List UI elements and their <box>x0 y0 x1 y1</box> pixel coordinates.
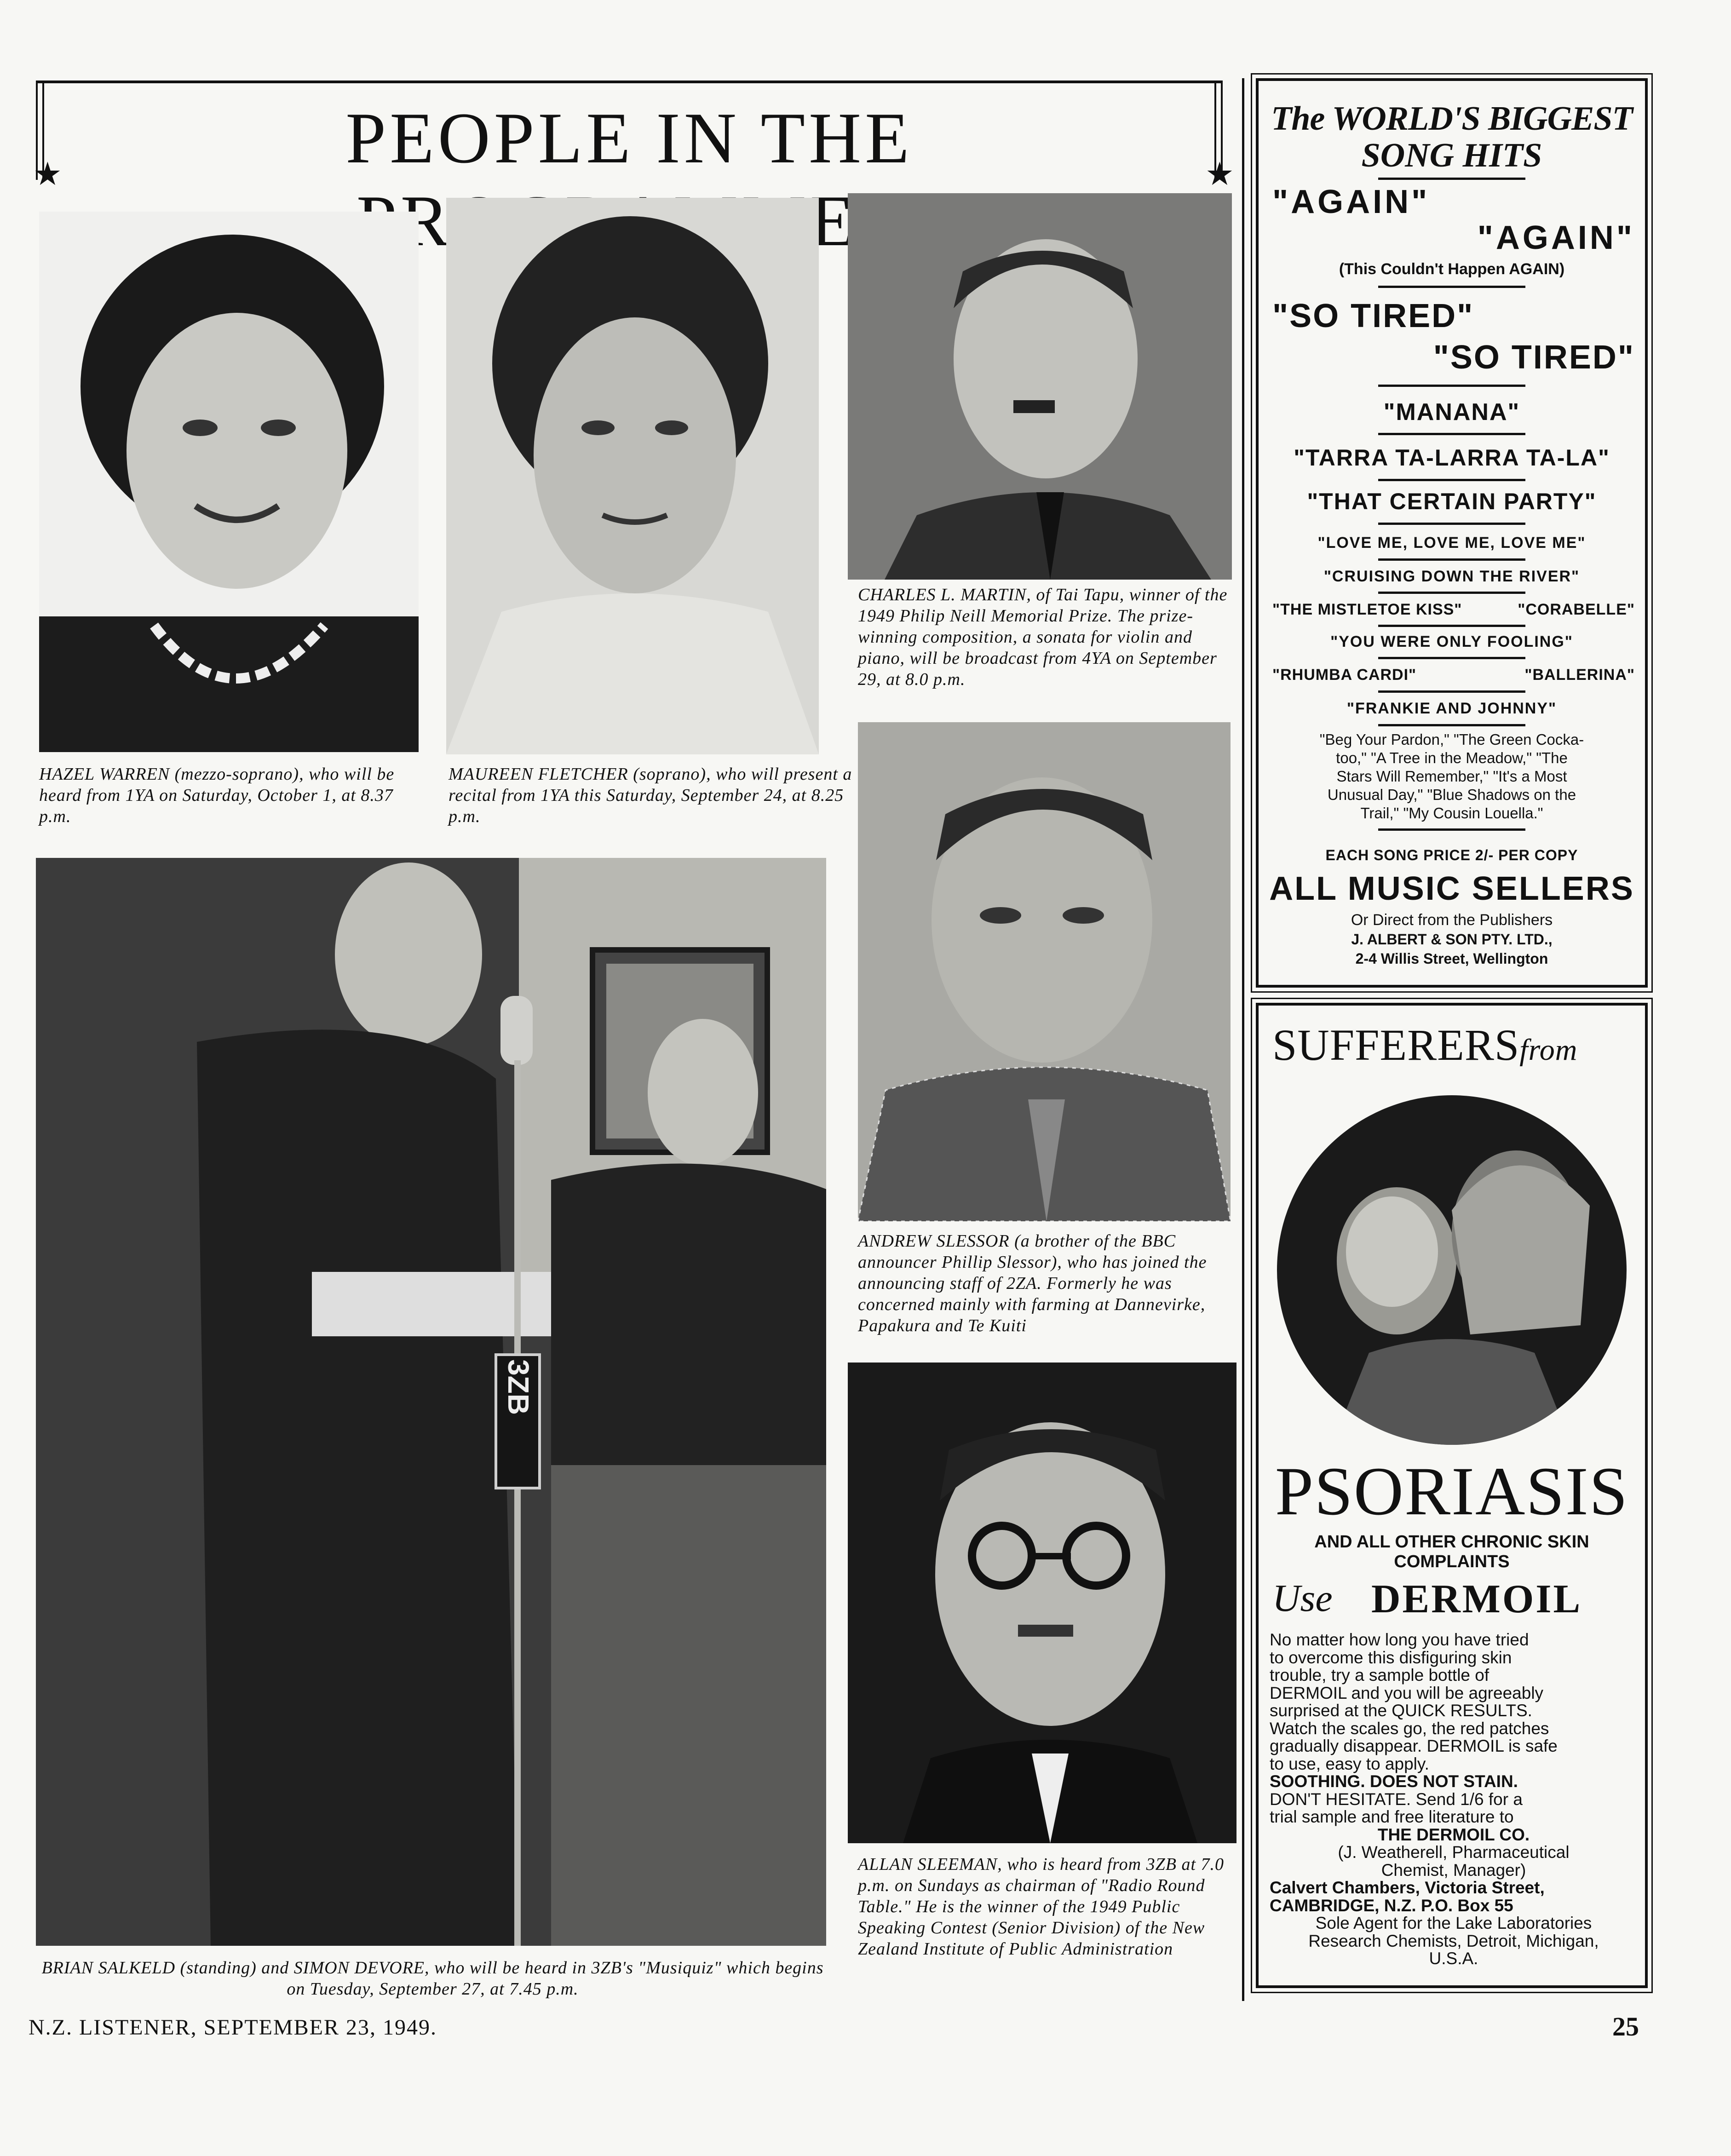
divider <box>1378 433 1525 435</box>
song-hits-ad <box>1256 78 1648 988</box>
dermoil-use: Use <box>1272 1577 1333 1620</box>
divider <box>1378 690 1525 693</box>
song-ad-price: EACH SONG PRICE 2/- PER COPY <box>1325 847 1578 863</box>
song-ad-heading-2: SONG HITS <box>1361 137 1542 174</box>
song-so-tired-2: "SO TIRED" <box>1433 339 1635 376</box>
dermoil-body-line: to use, easy to apply. <box>1270 1754 1429 1773</box>
song-ad-heading: The WORLD'S BIGGEST <box>1271 100 1633 138</box>
song-frankie: "FRANKIE AND JOHNNY" <box>1346 700 1557 717</box>
song-ad-publisher: J. ALBERT & SON PTY. LTD., <box>1351 931 1553 948</box>
dermoil-body-line: Chemist, Manager) <box>1381 1860 1526 1880</box>
song-fooling: "YOU WERE ONLY FOOLING" <box>1330 633 1573 650</box>
caption-hazel-warren: HAZEL WARREN (mezzo-soprano), who will be heard from 1YA on Saturday, October 1, at 8.37 p.m. <box>39 765 395 826</box>
song-ad-address: 2-4 Willis Street, Wellington <box>1355 950 1548 967</box>
dermoil-body-line: surprised at the QUICK RESULTS. <box>1270 1701 1532 1720</box>
divider <box>1378 286 1525 288</box>
masthead <box>36 80 1223 184</box>
song-tarra: "TARRA TA-LARRA TA-LA" <box>1294 445 1610 471</box>
dermoil-body-line: Calvert Chambers, Victoria Street, <box>1270 1878 1545 1897</box>
song-ad-direct: Or Direct from the Publishers <box>1351 911 1553 929</box>
dermoil-body-line: gradually disappear. DERMOIL is safe <box>1270 1736 1558 1755</box>
song-others-3: Stars Will Remember," "It's a Most <box>1336 768 1567 785</box>
song-rhumba: "RHUMBA CARDI" <box>1272 666 1417 684</box>
song-others-5: Trail," "My Cousin Louella." <box>1360 805 1543 822</box>
divider <box>1378 592 1525 594</box>
dermoil-sufferers-text: SUFFERERS <box>1272 1020 1520 1069</box>
song-corabelle: "CORABELLE" <box>1518 601 1635 618</box>
star-icon: ★ <box>33 157 62 192</box>
dermoil-body-line: THE DERMOIL CO. <box>1377 1825 1530 1844</box>
song-love-me: "LOVE ME, LOVE ME, LOVE ME" <box>1317 534 1586 552</box>
divider <box>1378 828 1525 831</box>
song-again-subtitle: (This Couldn't Happen AGAIN) <box>1339 260 1565 278</box>
page-title: PEOPLE IN THE <box>345 98 913 178</box>
divider <box>1378 657 1525 659</box>
dermoil-from-text: from <box>1519 1033 1578 1067</box>
divider <box>1378 385 1525 387</box>
divider <box>1378 523 1525 525</box>
dermoil-body-line: trouble, try a sample bottle of <box>1270 1666 1489 1685</box>
song-mistletoe: "THE MISTLETOE KISS" <box>1272 601 1462 618</box>
dermoil-body-line: to overcome this disfiguring skin <box>1270 1648 1512 1667</box>
dermoil-body-line: Watch the scales go, the red patches <box>1270 1719 1549 1738</box>
mic-label: 3ZB <box>502 1359 535 1415</box>
photo-charles-martin <box>848 193 1232 580</box>
dermoil-complaints-2: COMPLAINTS <box>1394 1552 1510 1571</box>
song-manana: "MANANA" <box>1383 399 1520 425</box>
photo-brian-salkeld-simon-devore <box>36 858 826 1946</box>
dermoil-body-line: DERMOIL and you will be agreeably <box>1270 1683 1544 1702</box>
dermoil-body-line: Sole Agent for the Lake Laboratories <box>1315 1914 1592 1932</box>
song-certain-party: "THAT CERTAIN PARTY" <box>1307 489 1597 514</box>
caption-andrew-slessor: ANDREW SLESSOR (a brother of the BBC announcer Phillip Slessor), who has joined the announcing staff of 2ZA. Formerly he was concerned mainly with farming at Dannevirke, Papakura and Te Kuiti <box>858 1231 1207 1335</box>
song-so-tired: "SO TIRED" <box>1272 298 1474 334</box>
divider <box>1378 178 1525 180</box>
photo-hazel-warren <box>39 212 419 752</box>
caption-brian-salkeld: BRIAN SALKELD (standing) and SIMON DEVORE, who will be heard in 3ZB's "Musiquiz" which begins on Tuesday, September 27, at 7.45 p.m. <box>41 1958 824 1999</box>
dermoil-ad <box>1256 1003 1648 1988</box>
photo-andrew-slessor <box>858 722 1231 1221</box>
song-others-2: too," "A Tree in the Meadow," "The <box>1336 749 1568 766</box>
dermoil-body-line: SOOTHING. DOES NOT STAIN. <box>1270 1772 1518 1791</box>
dermoil-body-line: Research Chemists, Detroit, Michigan, <box>1308 1931 1599 1950</box>
divider <box>1378 724 1525 726</box>
page-number: 25 <box>1612 2012 1639 2041</box>
caption-maureen-fletcher: MAUREEN FLETCHER (soprano), who will present a recital from 1YA this Saturday, September 24, at 8.25 p.m. <box>449 765 852 826</box>
divider <box>1378 479 1525 481</box>
column-rule <box>1242 78 1244 2001</box>
song-again: "AGAIN" <box>1272 184 1430 220</box>
divider <box>1378 558 1525 561</box>
footer-publication: N.Z. LISTENER, SEPTEMBER 23, 1949. <box>29 2015 437 2040</box>
dermoil-body-line: DON'T HESITATE. Send 1/6 for a <box>1270 1789 1523 1809</box>
song-ballerina: "BALLERINA" <box>1524 666 1635 684</box>
dermoil-psoriasis: PSORIASIS <box>1275 1453 1629 1529</box>
dermoil-brand: DERMOIL <box>1371 1577 1582 1621</box>
divider <box>1378 625 1525 627</box>
song-ad-sellers: ALL MUSIC SELLERS <box>1269 870 1634 907</box>
star-icon: ★ <box>1205 157 1234 192</box>
dermoil-body-line: trial sample and free literature to <box>1270 1807 1514 1826</box>
song-others-4: Unusual Day," "Blue Shadows on the <box>1327 786 1576 803</box>
dermoil-illustration <box>1277 1095 1627 1445</box>
dermoil-body <box>1270 1631 1638 1968</box>
photo-maureen-fletcher <box>446 198 819 754</box>
song-again-2: "AGAIN" <box>1477 219 1635 256</box>
photo-allan-sleeman <box>848 1363 1236 1843</box>
dermoil-body-line: No matter how long you have tried <box>1270 1630 1529 1649</box>
song-others-1: "Beg Your Pardon," "The Green Cocka- <box>1319 731 1584 748</box>
song-cruising: "CRUISING DOWN THE RIVER" <box>1323 568 1580 585</box>
dermoil-body-line: (J. Weatherell, Pharmaceutical <box>1338 1843 1570 1862</box>
dermoil-body-line: U.S.A. <box>1429 1949 1478 1968</box>
dermoil-body-line: CAMBRIDGE, N.Z. P.O. Box 55 <box>1270 1896 1513 1915</box>
caption-allan-sleeman: ALLAN SLEEMAN, who is heard from 3ZB at 7.0 p.m. on Sundays as chairman of "Radio Round Table." He is the winner of the 1949 Public Speaking Contest (Senior Division) of the New Zealand Institute of Public Administration <box>858 1855 1225 1959</box>
caption-charles-martin: CHARLES L. MARTIN, of Tai Tapu, winner of the 1949 Philip Neill Memorial Prize. The prize-winning composition, a sonata for violin and piano, will be broadcast from 4YA on September 29, at 8.0 p.m. <box>858 585 1228 689</box>
dermoil-complaints: AND ALL OTHER CHRONIC SKIN <box>1314 1532 1589 1552</box>
dermoil-sufferers <box>1272 1019 1577 1070</box>
